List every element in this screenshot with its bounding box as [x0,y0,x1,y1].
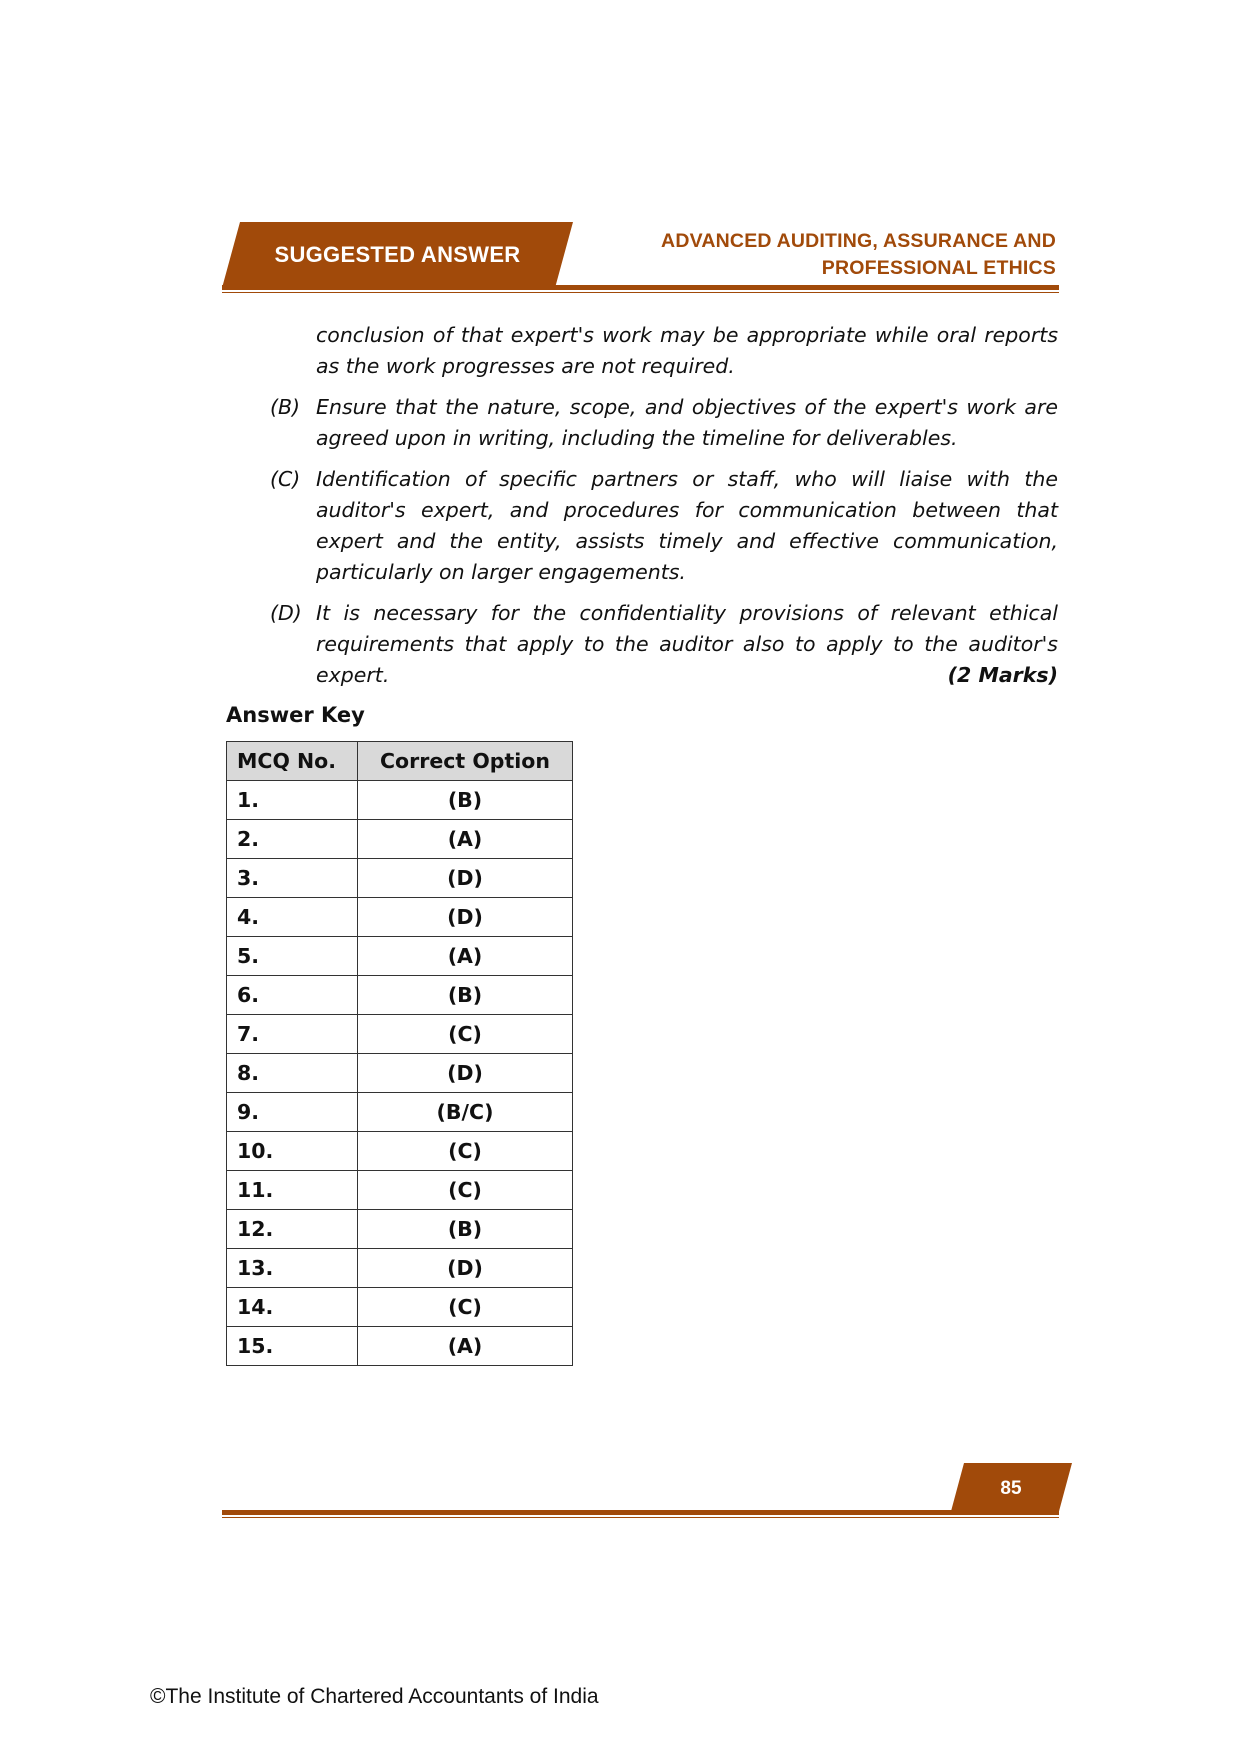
correct-option-cell: (C) [358,1171,573,1210]
mcq-number-cell: 4. [227,898,358,937]
continuation-paragraph [270,320,1058,382]
mcq-number-cell: 12. [227,1210,358,1249]
correct-option-cell: (A) [358,1327,573,1366]
document-title [661,228,1056,282]
table-row [227,820,573,859]
correct-option-cell: (C) [358,1015,573,1054]
mcq-number-cell: 15. [227,1327,358,1366]
continuation-text: conclusion of that expert's work may be appropriate while oral reports as the work progresses are not required. [316,323,1058,378]
correct-option-cell: (A) [358,937,573,976]
header-rule [222,285,1059,290]
list-marker: (C) [270,467,301,491]
footer-rule-thin [222,1517,1059,1518]
list-item-text: Identification of specific partners or staff, who will liaise with the auditor's expert, and procedures for communication between that expert and the entity, assists timely and effective communication, particularly on larger engagements. [316,467,1058,584]
correct-option-cell: (D) [358,1249,573,1288]
mcq-number-cell: 7. [227,1015,358,1054]
list-item-text-end: expert. [316,663,390,687]
mcq-number-cell: 6. [227,976,358,1015]
correct-option-cell: (B) [358,1210,573,1249]
correct-option-cell: (B/C) [358,1093,573,1132]
mcq-number-cell: 9. [227,1093,358,1132]
answer-key-table [226,741,573,1366]
table-row [227,1249,573,1288]
mcq-number-cell: 2. [227,820,358,859]
correct-option-cell: (D) [358,898,573,937]
table-row [227,1093,573,1132]
table-row [227,781,573,820]
list-item [270,464,1058,588]
column-header-correct-option: Correct Option [358,742,573,781]
table-header-row [227,742,573,781]
table-row [227,1054,573,1093]
mcq-number-cell: 11. [227,1171,358,1210]
header-rule-thin [222,292,1059,293]
list-item [270,392,1058,454]
footer-rule [222,1510,1059,1515]
table-row [227,1132,573,1171]
page-number: 85 [1000,1478,1022,1499]
mcq-number-cell: 13. [227,1249,358,1288]
list-marker: (B) [270,395,301,419]
mcq-number-cell: 5. [227,937,358,976]
table-row [227,898,573,937]
mcq-number-cell: 1. [227,781,358,820]
correct-option-cell: (B) [358,781,573,820]
correct-option-cell: (D) [358,1054,573,1093]
table-row [227,859,573,898]
copyright-text: ©The Institute of Chartered Accountants of India [150,1685,599,1708]
mcq-number-cell: 8. [227,1054,358,1093]
marks-label: (2 Marks) [947,663,1058,687]
column-header-mcq-no: MCQ No. [227,742,358,781]
correct-option-cell: (A) [358,820,573,859]
document-title-line2: PROFESSIONAL ETHICS [821,257,1056,279]
list-item-text: Ensure that the nature, scope, and objectives of the expert's work are agreed upon in writing, including the timeline for deliverables. [316,395,1058,450]
mcq-number-cell: 3. [227,859,358,898]
list-item [270,598,1058,691]
correct-option-cell: (C) [358,1288,573,1327]
header-tab-label: SUGGESTED ANSWER [274,242,521,267]
table-row [227,937,573,976]
table-row [227,1327,573,1366]
table-row [227,1210,573,1249]
answer-key-title: Answer Key [226,703,365,727]
mcq-number-cell: 14. [227,1288,358,1327]
list-item-text: It is necessary for the confidentiality provisions of relevant ethical requirements that apply to the auditor also to apply to the auditor's [316,601,1058,656]
list-marker: (D) [270,601,302,625]
correct-option-cell: (B) [358,976,573,1015]
table-row [227,1015,573,1054]
table-row [227,1171,573,1210]
correct-option-cell: (C) [358,1132,573,1171]
correct-option-cell: (D) [358,859,573,898]
document-title-line1: ADVANCED AUDITING, ASSURANCE AND [661,230,1056,252]
table-row [227,1288,573,1327]
answer-body [270,320,1058,701]
table-row [227,976,573,1015]
mcq-number-cell: 10. [227,1132,358,1171]
